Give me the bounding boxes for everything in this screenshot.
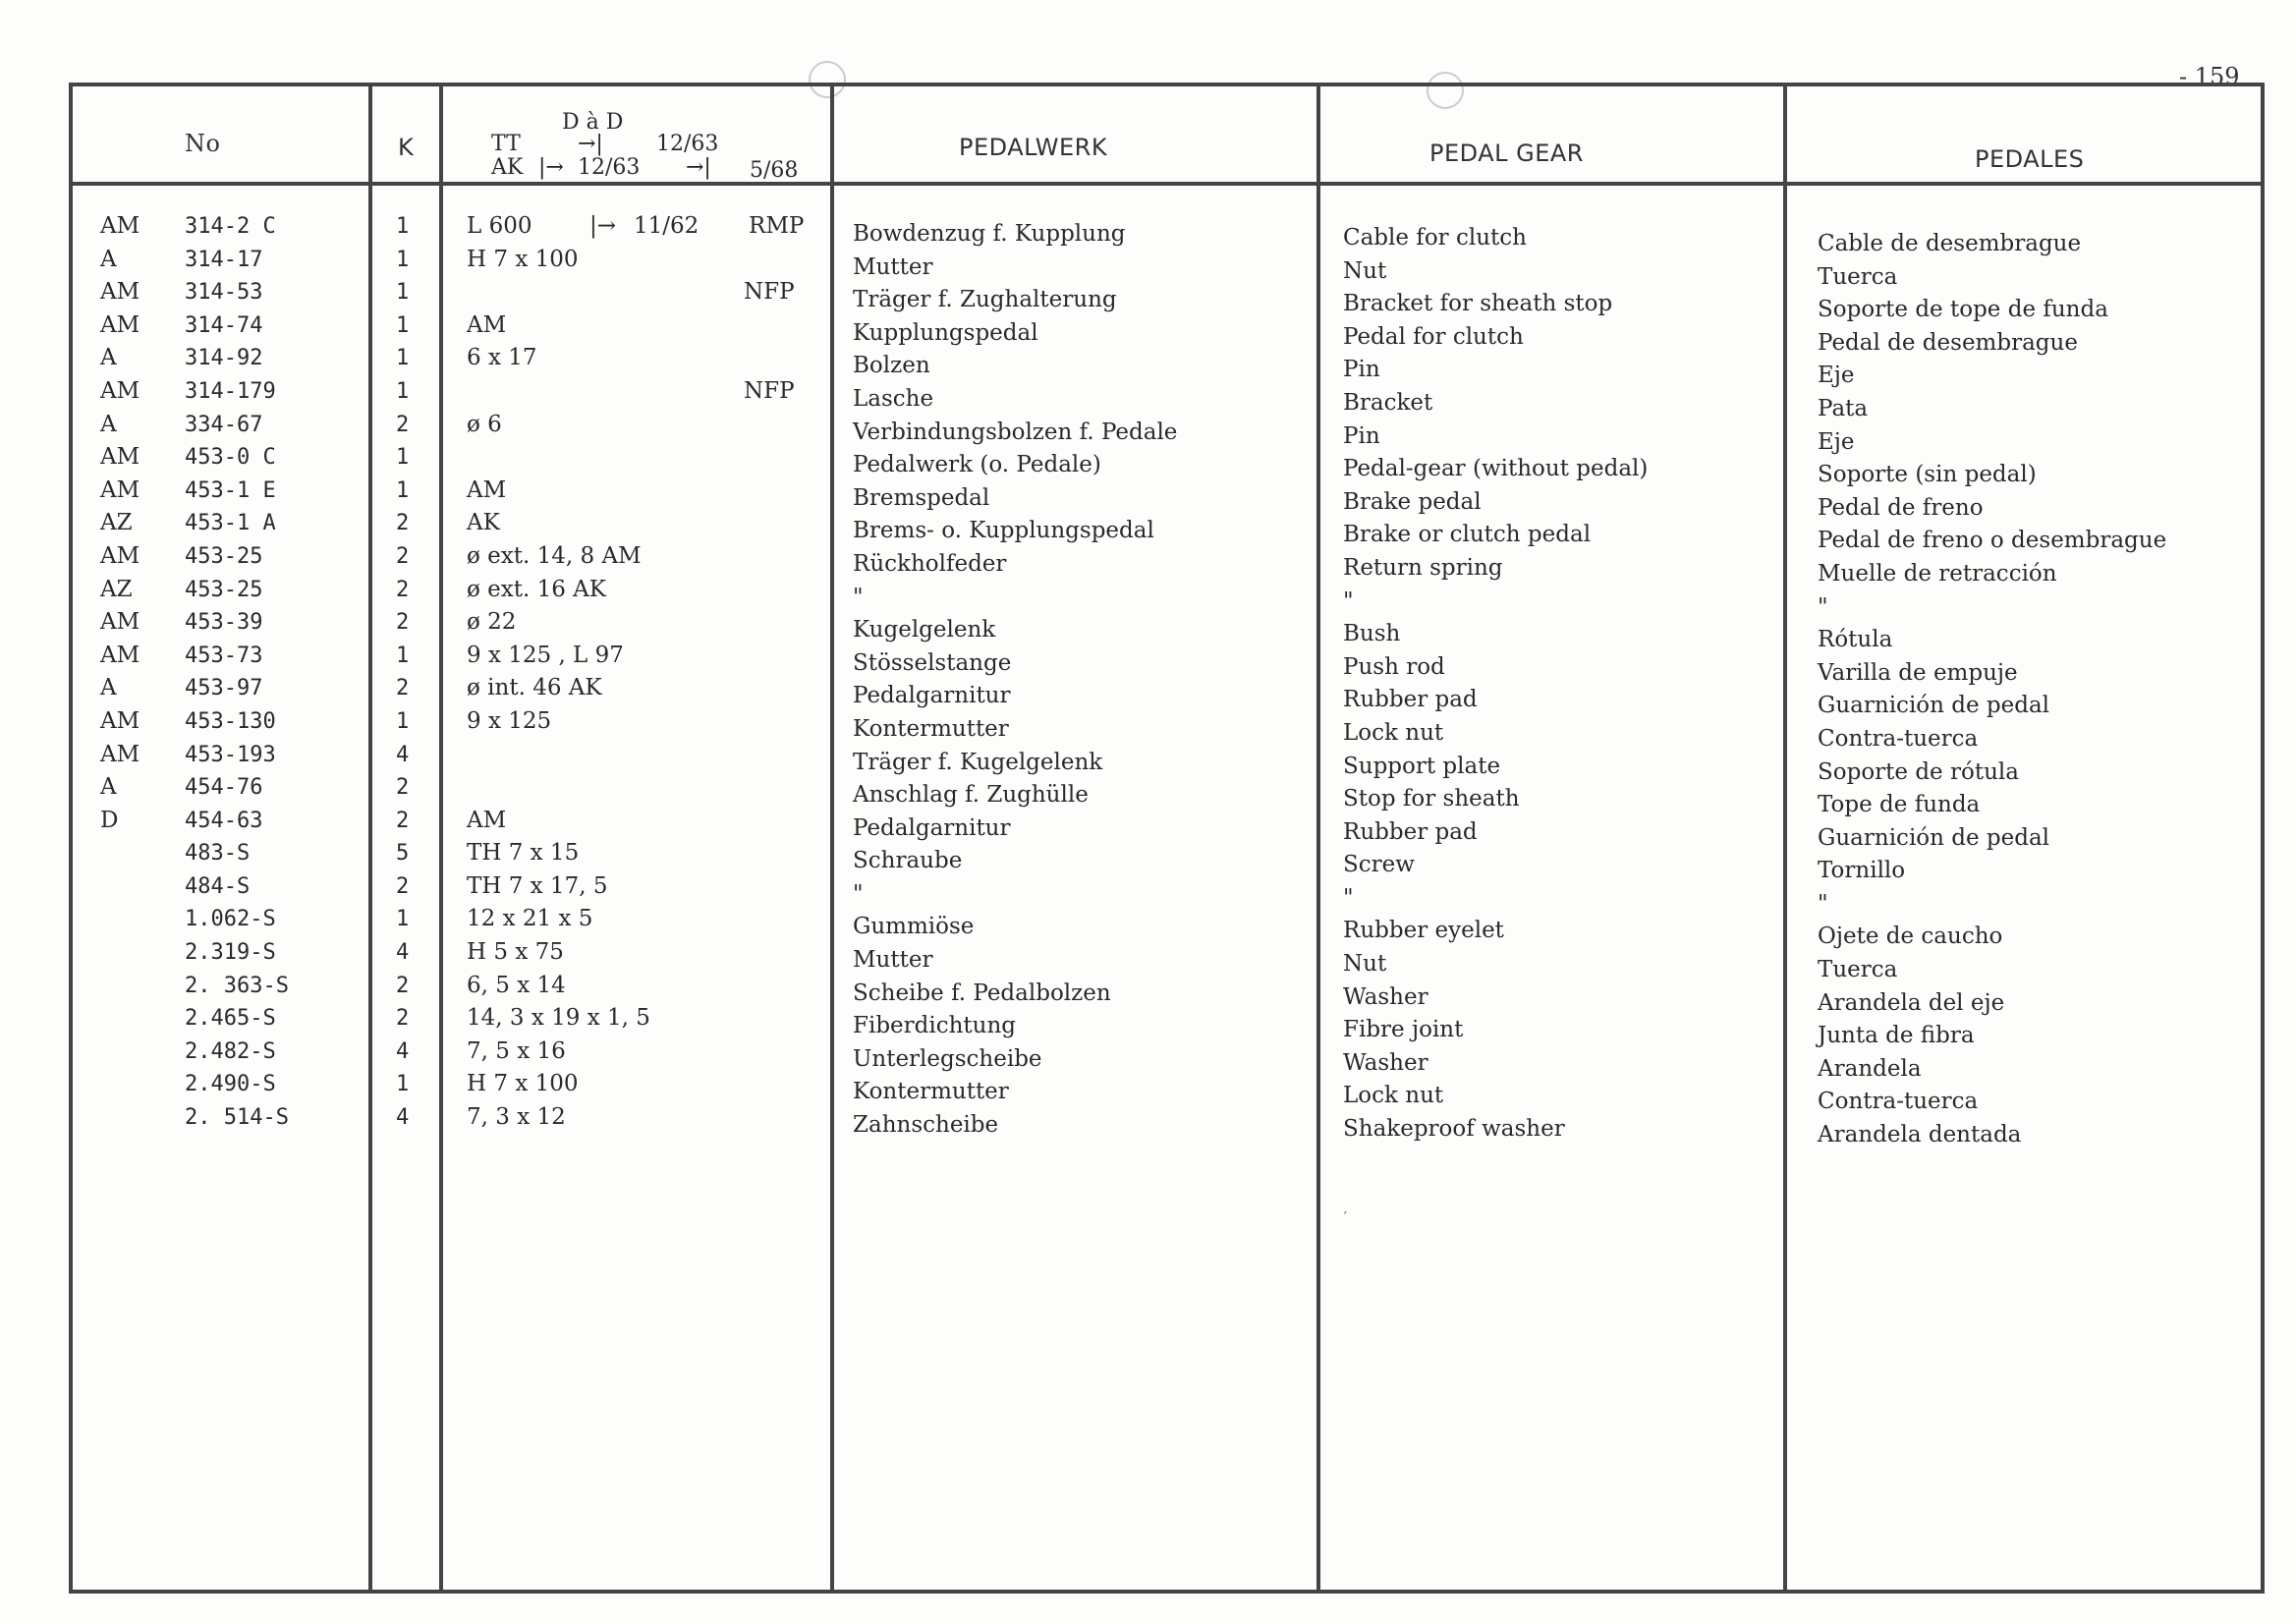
status-marker: NFP bbox=[744, 377, 795, 404]
part-number-cell: 454-63 bbox=[185, 808, 263, 833]
prefix-cell bbox=[100, 837, 140, 870]
part-number-cell: 314-17 bbox=[185, 247, 263, 272]
note-cell: ø 22 bbox=[467, 609, 517, 636]
spanish-column bbox=[1818, 228, 2166, 1152]
notes-row bbox=[467, 441, 820, 475]
stray-mark: ˊ bbox=[1341, 1210, 1348, 1226]
spanish-description-cell: Tope de funda bbox=[1818, 792, 1981, 818]
notes-column bbox=[467, 210, 820, 1135]
notes-row bbox=[467, 342, 820, 375]
note-cell: 9 x 125 bbox=[467, 707, 552, 734]
notes-row bbox=[467, 640, 820, 673]
prefix-cell bbox=[100, 970, 140, 1003]
english-description-cell: Return spring bbox=[1343, 554, 1503, 581]
part-number-cell: 2.319-S bbox=[185, 940, 276, 966]
quantity-cell: 5 bbox=[396, 841, 410, 867]
spanish-description-cell: Arandela bbox=[1818, 1055, 1922, 1082]
german-description-cell: Verbindungsbolzen f. Pedale bbox=[853, 419, 1178, 445]
prefix-cell: AM bbox=[100, 642, 140, 668]
prefix-cell: AM bbox=[100, 444, 140, 471]
quantity-cell: 4 bbox=[396, 742, 410, 767]
notes-row bbox=[467, 276, 820, 309]
header-ak: AK bbox=[491, 155, 524, 180]
prefix-cell bbox=[100, 1036, 140, 1069]
header-date-1: 12/63 bbox=[656, 132, 719, 156]
part-number-cell: 314-2 C bbox=[185, 214, 276, 239]
part-number-cell: 453-130 bbox=[185, 708, 276, 734]
english-description-cell: Nut bbox=[1343, 257, 1387, 284]
part-number-cell: 314-53 bbox=[185, 280, 263, 306]
quantity-cell: 1 bbox=[396, 708, 410, 734]
note-cell: 9 x 125 , L 97 bbox=[467, 642, 624, 668]
note-cell: 6 x 17 bbox=[467, 345, 537, 371]
prefix-cell: AM bbox=[100, 741, 140, 767]
note-cell: ø 6 bbox=[467, 411, 502, 437]
prefix-cell: A bbox=[100, 246, 117, 272]
spanish-description-cell: Tuerca bbox=[1818, 263, 1898, 290]
part-number-cell: 453-1 A bbox=[185, 511, 276, 536]
spanish-description-cell: Ojete de caucho bbox=[1818, 924, 2003, 950]
notes-row bbox=[467, 936, 820, 970]
notes-row bbox=[467, 375, 820, 409]
header-spanish: PEDALES bbox=[1975, 145, 2085, 173]
part-number-cell: 483-S bbox=[185, 841, 251, 867]
english-description-cell: Brake or clutch pedal bbox=[1343, 522, 1592, 548]
prefix-cell bbox=[100, 870, 140, 904]
part-number-cell: 2.490-S bbox=[185, 1072, 276, 1097]
english-description-cell: Bracket for sheath stop bbox=[1343, 291, 1613, 317]
quantity-cell: 1 bbox=[396, 247, 410, 272]
spanish-description-cell: Eje bbox=[1818, 428, 1855, 455]
notes-row bbox=[467, 1036, 820, 1069]
german-description-cell: Bowdenzug f. Kupplung bbox=[853, 221, 1126, 247]
english-description-cell: Rubber eyelet bbox=[1343, 918, 1504, 944]
note-cell: 7, 3 x 12 bbox=[467, 1104, 566, 1131]
end-arrow-icon: →| bbox=[578, 132, 603, 156]
german-description-cell: Kupplungspedal bbox=[853, 319, 1038, 346]
german-description-cell: Anschlag f. Zughülle bbox=[853, 782, 1089, 809]
english-description-cell: Washer bbox=[1343, 983, 1428, 1010]
part-number-cell: 314-179 bbox=[185, 378, 276, 404]
note-cell: ø ext. 16 AK bbox=[467, 576, 606, 602]
page-number: - 159 bbox=[2179, 63, 2240, 90]
quantity-column bbox=[396, 210, 409, 1135]
notes-row bbox=[467, 870, 820, 904]
spanish-description-cell: Pedal de freno o desembrague bbox=[1818, 528, 2167, 554]
quantity-cell: 1 bbox=[396, 378, 410, 404]
spanish-description-cell: Cable de desembrague bbox=[1818, 231, 2082, 256]
note-cell: 6, 5 x 14 bbox=[467, 972, 566, 998]
prefix-cell: D bbox=[100, 807, 119, 833]
german-description-cell: Träger f. Zughalterung bbox=[853, 287, 1117, 313]
part-number-cell: 453-193 bbox=[185, 742, 276, 767]
quantity-cell: 1 bbox=[396, 643, 410, 668]
english-description-cell: Pedal for clutch bbox=[1343, 323, 1524, 350]
german-description-cell: Pedalgarnitur bbox=[853, 683, 1011, 709]
german-description-cell: Brems- o. Kupplungspedal bbox=[853, 518, 1154, 544]
prefix-cell: AM bbox=[100, 707, 140, 734]
note-cell: H 7 x 100 bbox=[467, 246, 579, 272]
part-number-cell: 2.482-S bbox=[185, 1038, 276, 1064]
notes-row bbox=[467, 1068, 820, 1101]
english-description-cell: Cable for clutch bbox=[1343, 225, 1527, 251]
german-description-cell: Pedalgarnitur bbox=[853, 814, 1011, 841]
german-description-cell: Mutter bbox=[853, 947, 933, 974]
part-number-cell: 453-25 bbox=[185, 577, 263, 602]
quantity-cell: 2 bbox=[396, 676, 410, 701]
german-description-cell: Scheibe f. Pedalbolzen bbox=[853, 980, 1111, 1006]
note-cell: H 7 x 100 bbox=[467, 1071, 579, 1097]
spanish-description-cell: Eje bbox=[1818, 363, 1855, 389]
note-cell: 12 x 21 x 5 bbox=[467, 906, 593, 932]
prefix-cell: A bbox=[100, 411, 117, 437]
quantity-cell: 2 bbox=[396, 973, 410, 998]
part-number-cell: 2. 514-S bbox=[185, 1105, 289, 1131]
note-date: 11/62 bbox=[634, 213, 700, 239]
divider-german bbox=[830, 83, 834, 1594]
header-german: PEDALWERK bbox=[959, 134, 1108, 161]
divider-k bbox=[368, 83, 372, 1594]
quantity-cell: 1 bbox=[396, 907, 410, 932]
notes-row bbox=[467, 672, 820, 705]
notes-row bbox=[467, 475, 820, 508]
german-description-cell: Lasche bbox=[853, 385, 934, 412]
notes-row bbox=[467, 739, 820, 772]
english-description-cell: Brake pedal bbox=[1343, 488, 1482, 515]
quantity-cell: 4 bbox=[396, 1038, 410, 1064]
notes-row bbox=[467, 606, 820, 640]
quantity-cell: 1 bbox=[396, 477, 410, 503]
english-description-cell: Shakeproof washer bbox=[1343, 1116, 1565, 1143]
notes-row bbox=[467, 309, 820, 343]
spanish-description-cell: Junta de fibra bbox=[1818, 1023, 1975, 1049]
quantity-cell: 2 bbox=[396, 577, 410, 602]
german-description-cell: Rückholfeder bbox=[853, 550, 1007, 577]
note-cell: AM bbox=[467, 476, 507, 503]
prefix-cell: A bbox=[100, 774, 117, 801]
german-description-cell: Unterlegscheibe bbox=[853, 1045, 1042, 1072]
german-description-cell: Kugelgelenk bbox=[853, 617, 996, 644]
english-description-cell: Screw bbox=[1343, 852, 1415, 878]
english-description-cell: " bbox=[1343, 884, 1354, 911]
quantity-cell: 4 bbox=[396, 1105, 410, 1131]
notes-row bbox=[467, 705, 820, 739]
english-description-cell: Lock nut bbox=[1343, 719, 1444, 746]
prefix-cell: AM bbox=[100, 279, 140, 306]
english-description-cell: " bbox=[1343, 588, 1354, 614]
note-cell: AM bbox=[467, 807, 507, 833]
notes-row bbox=[467, 210, 820, 244]
german-description-cell: " bbox=[853, 584, 864, 610]
english-description-cell: Push rod bbox=[1343, 653, 1445, 680]
start-arrow-icon: |→ bbox=[589, 213, 617, 239]
german-description-cell: Bolzen bbox=[853, 353, 930, 379]
notes-row bbox=[467, 970, 820, 1003]
prefix-cell: AZ bbox=[100, 510, 133, 536]
english-description-cell: Rubber pad bbox=[1343, 687, 1478, 713]
prefix-cell bbox=[100, 936, 140, 970]
part-number-cell: 454-76 bbox=[185, 775, 263, 801]
english-description-cell: Pin bbox=[1343, 357, 1380, 383]
notes-row bbox=[467, 1002, 820, 1036]
spanish-description-cell: Arandela dentada bbox=[1818, 1122, 2022, 1148]
prefix-cell: AZ bbox=[100, 576, 133, 602]
german-column bbox=[853, 218, 1177, 1143]
status-marker: NFP bbox=[744, 279, 795, 306]
german-description-cell: Zahnscheibe bbox=[853, 1112, 999, 1139]
spanish-description-cell: Varilla de empuje bbox=[1818, 659, 2018, 686]
spanish-description-cell: Pedal de freno bbox=[1818, 494, 1984, 521]
prefix-column bbox=[100, 210, 140, 1135]
english-description-cell: Rubber pad bbox=[1343, 818, 1478, 845]
german-description-cell: Stösselstange bbox=[853, 649, 1012, 676]
part-number-cell: 453-97 bbox=[185, 676, 263, 701]
prefix-cell bbox=[100, 1068, 140, 1101]
divider-english bbox=[1316, 83, 1320, 1594]
notes-row bbox=[467, 771, 820, 805]
prefix-cell: AM bbox=[100, 311, 140, 338]
quantity-cell: 1 bbox=[396, 445, 410, 471]
note-cell: TH 7 x 17, 5 bbox=[467, 872, 608, 899]
note-cell: AM bbox=[467, 311, 507, 338]
english-description-cell: Support plate bbox=[1343, 753, 1501, 779]
part-number-cell: 453-73 bbox=[185, 643, 263, 668]
divider-notes bbox=[439, 83, 443, 1594]
spanish-description-cell: Contra-tuerca bbox=[1818, 1089, 1979, 1115]
spanish-description-cell: Guarnición de pedal bbox=[1818, 824, 2050, 851]
notes-row bbox=[467, 805, 820, 838]
header-date-2: 12/63 bbox=[578, 155, 641, 180]
english-description-cell: Stop for sheath bbox=[1343, 786, 1520, 812]
notes-row bbox=[467, 837, 820, 870]
prefix-cell: AM bbox=[100, 476, 140, 503]
english-column bbox=[1343, 222, 1648, 1147]
english-description-cell: Pin bbox=[1343, 422, 1380, 449]
part-number-cell: 484-S bbox=[185, 873, 251, 899]
part-number-cell: 1.062-S bbox=[185, 907, 276, 932]
quantity-cell: 2 bbox=[396, 808, 410, 833]
quantity-cell: 1 bbox=[396, 312, 410, 338]
spanish-description-cell: Soporte de rótula bbox=[1818, 758, 2019, 785]
header-tt: TT bbox=[491, 132, 521, 156]
english-description-cell: Pedal-gear (without pedal) bbox=[1343, 456, 1649, 482]
spanish-description-cell: Tuerca bbox=[1818, 957, 1898, 983]
note-cell: H 5 x 75 bbox=[467, 939, 564, 966]
notes-row bbox=[467, 409, 820, 442]
header-date-3: 5/68 bbox=[750, 158, 799, 183]
quantity-cell: 2 bbox=[396, 610, 410, 636]
spanish-description-cell: Muelle de retracción bbox=[1818, 560, 2057, 587]
prefix-cell: AM bbox=[100, 377, 140, 404]
notes-row bbox=[467, 574, 820, 607]
german-description-cell: " bbox=[853, 880, 864, 907]
start-arrow-icon: |→ bbox=[538, 155, 564, 180]
header-dad: D à D bbox=[562, 110, 624, 135]
english-description-cell: Lock nut bbox=[1343, 1083, 1444, 1109]
part-number-column bbox=[185, 210, 289, 1135]
part-number-cell: 314-92 bbox=[185, 346, 263, 371]
spanish-description-cell: " bbox=[1818, 593, 1828, 620]
german-description-cell: Schraube bbox=[853, 848, 963, 874]
english-description-cell: Fibre joint bbox=[1343, 1017, 1464, 1043]
english-description-cell: Washer bbox=[1343, 1049, 1428, 1076]
part-number-cell: 453-0 C bbox=[185, 445, 276, 471]
german-description-cell: Gummiöse bbox=[853, 914, 975, 940]
spanish-description-cell: Arandela del eje bbox=[1818, 989, 2005, 1016]
spanish-description-cell: Rótula bbox=[1818, 627, 1893, 653]
quantity-cell: 1 bbox=[396, 214, 410, 239]
notes-row bbox=[467, 244, 820, 277]
english-description-cell: Bracket bbox=[1343, 389, 1433, 416]
notes-row bbox=[467, 507, 820, 540]
quantity-cell: 1 bbox=[396, 1072, 410, 1097]
note-cell: AK bbox=[467, 510, 500, 536]
note-cell: TH 7 x 15 bbox=[467, 840, 580, 867]
note-cell: 7, 5 x 16 bbox=[467, 1037, 566, 1064]
note-cell: L 600 bbox=[467, 213, 532, 239]
part-number-cell: 314-74 bbox=[185, 312, 263, 338]
notes-row bbox=[467, 540, 820, 574]
note-cell: 14, 3 x 19 x 1, 5 bbox=[467, 1005, 650, 1032]
english-description-cell: Bush bbox=[1343, 621, 1401, 647]
prefix-cell: A bbox=[100, 675, 117, 701]
header-no: No bbox=[185, 130, 221, 157]
quantity-cell: 1 bbox=[396, 280, 410, 306]
part-number-cell: 2.465-S bbox=[185, 1006, 276, 1032]
notes-row bbox=[467, 1101, 820, 1135]
spanish-description-cell: Pata bbox=[1818, 395, 1869, 421]
part-number-cell: 453-25 bbox=[185, 543, 263, 569]
spanish-description-cell: " bbox=[1818, 890, 1828, 917]
spanish-description-cell: Pedal de desembrague bbox=[1818, 329, 2078, 356]
prefix-cell: AM bbox=[100, 213, 140, 239]
german-description-cell: Bremspedal bbox=[853, 484, 990, 511]
notes-row bbox=[467, 903, 820, 936]
status-marker: RMP bbox=[749, 213, 805, 239]
quantity-cell: 2 bbox=[396, 775, 410, 801]
prefix-cell: AM bbox=[100, 609, 140, 636]
quantity-cell: 2 bbox=[396, 412, 410, 437]
spanish-description-cell: Tornillo bbox=[1818, 858, 1906, 884]
quantity-cell: 2 bbox=[396, 543, 410, 569]
part-number-cell: 334-67 bbox=[185, 412, 263, 437]
german-description-cell: Mutter bbox=[853, 253, 933, 280]
part-number-cell: 453-39 bbox=[185, 610, 263, 636]
quantity-cell: 2 bbox=[396, 1006, 410, 1032]
german-description-cell: Pedalwerk (o. Pedale) bbox=[853, 452, 1101, 478]
prefix-cell: AM bbox=[100, 542, 140, 569]
part-number-cell: 2. 363-S bbox=[185, 973, 289, 998]
spanish-description-cell: Guarnición de pedal bbox=[1818, 693, 2050, 719]
note-cell: ø ext. 14, 8 AM bbox=[467, 542, 642, 569]
divider-spanish bbox=[1783, 83, 1787, 1594]
prefix-cell bbox=[100, 1002, 140, 1036]
spanish-description-cell: Soporte (sin pedal) bbox=[1818, 462, 2037, 488]
german-description-cell: Fiberdichtung bbox=[853, 1013, 1017, 1039]
prefix-cell: A bbox=[100, 345, 117, 371]
german-description-cell: Kontermutter bbox=[853, 1079, 1009, 1105]
quantity-cell: 4 bbox=[396, 940, 410, 966]
spanish-description-cell: Contra-tuerca bbox=[1818, 725, 1979, 752]
spanish-description-cell: Soporte de tope de funda bbox=[1818, 297, 2108, 323]
quantity-cell: 2 bbox=[396, 873, 410, 899]
header-k: K bbox=[398, 134, 415, 161]
prefix-cell bbox=[100, 903, 140, 936]
german-description-cell: Kontermutter bbox=[853, 715, 1009, 742]
english-description-cell: Nut bbox=[1343, 951, 1387, 978]
prefix-cell bbox=[100, 1101, 140, 1135]
header-english: PEDAL GEAR bbox=[1429, 140, 1584, 167]
part-number-cell: 453-1 E bbox=[185, 477, 276, 503]
note-cell: ø int. 46 AK bbox=[467, 675, 602, 701]
quantity-cell: 2 bbox=[396, 511, 410, 536]
quantity-cell: 1 bbox=[396, 346, 410, 371]
end-arrow-icon: →| bbox=[686, 155, 711, 180]
header-divider bbox=[69, 182, 2265, 186]
german-description-cell: Träger f. Kugelgelenk bbox=[853, 749, 1103, 775]
